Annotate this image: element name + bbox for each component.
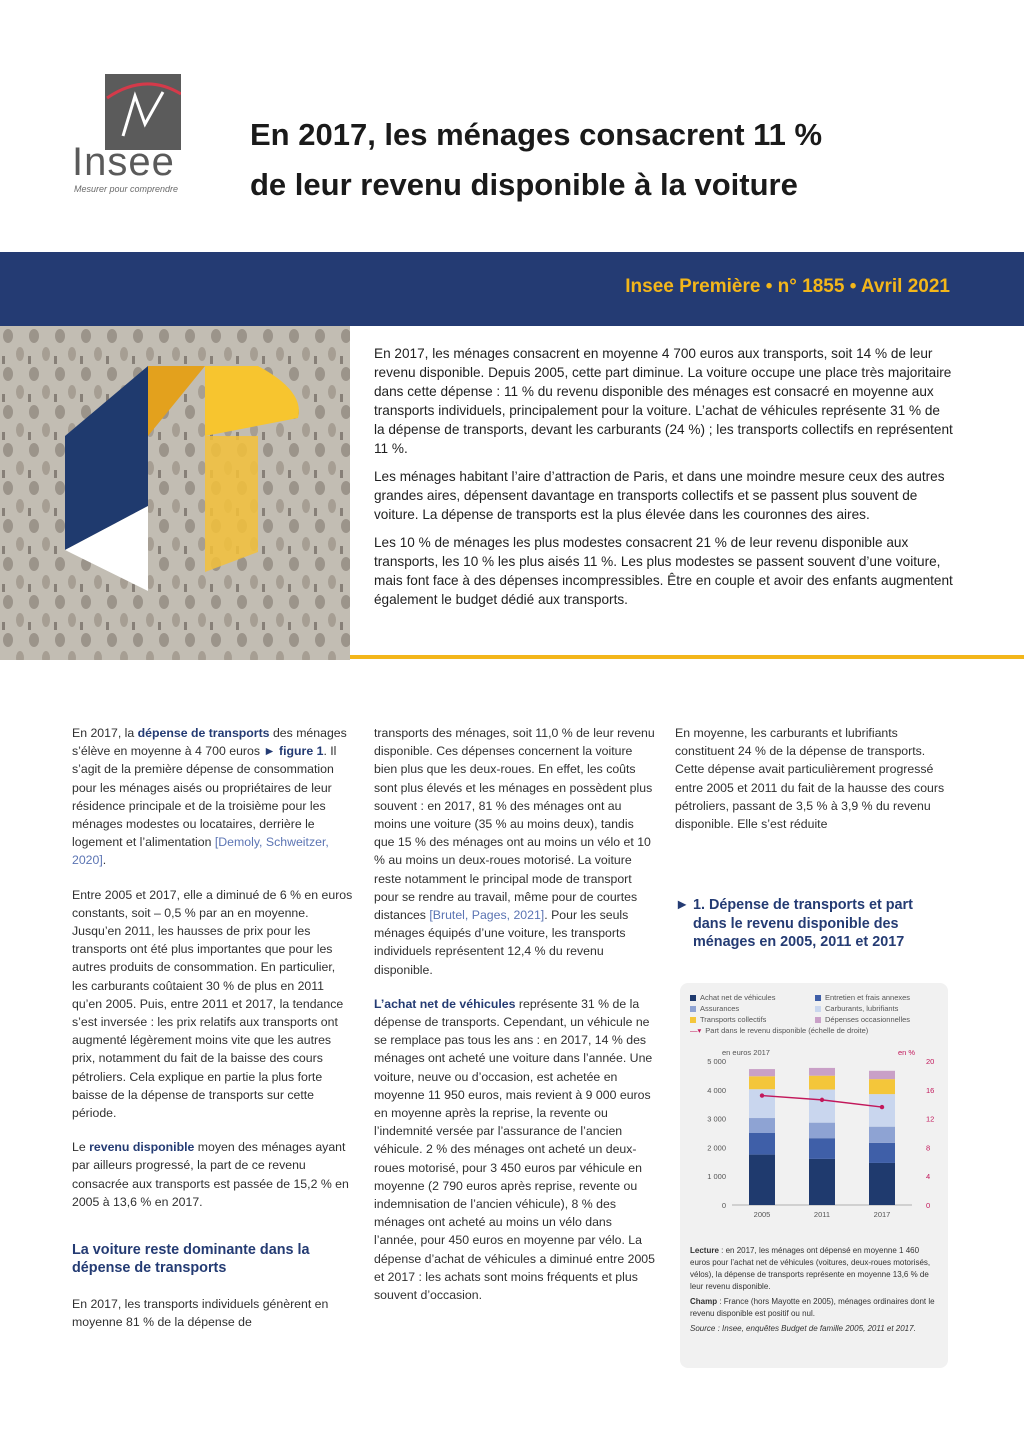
y2-tick-label: 12 xyxy=(926,1114,935,1124)
title-line-1: En 2017, les ménages consacrent 11 % xyxy=(250,117,823,152)
paragraph xyxy=(374,995,656,1304)
glossary-link-revenu-disponible[interactable]: revenu disponible xyxy=(89,1140,195,1155)
text: . xyxy=(102,853,107,868)
note-text: : France (hors Mayotte en 2005), ménages ordinaires dont le revenu disponible est positif ou nul. xyxy=(690,1297,935,1318)
bar-segment xyxy=(869,1071,895,1079)
text: moyen des ménages ayant par ailleurs progressé, la part de ce revenu consacrée aux transports est passée de 15,2 % en 2005 à 13,6 % en 2017. xyxy=(72,1140,349,1209)
paragraph xyxy=(72,724,354,870)
paragraph xyxy=(72,1138,354,1211)
note-label: Champ xyxy=(690,1297,718,1306)
legend-label: Transports collectifs xyxy=(700,1015,767,1024)
section-heading: La voiture reste dominante dans la dépense de transports xyxy=(72,1242,310,1277)
summary-paragraph: Les 10 % de ménages les plus modestes consacrent 21 % de leur revenu disponible aux transports, les 10 % les plus aisés 11 %. Les plus modestes se passent souvent d’une voiture, mais font face à des dépenses incompressibles. Être en couple et avoir des enfants augmentent également le budget dédié aux transports. xyxy=(374,535,953,607)
note-label: Lecture xyxy=(690,1246,719,1255)
y2-tick-label: 20 xyxy=(926,1057,935,1066)
legend-label: Part dans le revenu disponible (échelle de droite) xyxy=(705,1026,869,1035)
legend-label: Entretien et frais annexes xyxy=(825,993,911,1002)
note-lecture xyxy=(690,1245,940,1293)
note-champ xyxy=(690,1296,940,1320)
bar-segment xyxy=(809,1123,835,1139)
legend-label: Assurances xyxy=(700,1004,740,1013)
text: . Il s’agit de la première dépense de consommation pour les ménages aisés ou propriétaires de leur résidence principale et de la troisième pour les ménages modestes ou locataires, derrière le logement et l’alimentation xyxy=(72,744,337,850)
text: En 2017, la xyxy=(72,726,138,740)
legend-item xyxy=(815,1015,910,1024)
y-tick-label: 3 000 xyxy=(707,1114,726,1124)
legend-swatch xyxy=(815,1017,821,1023)
summary-divider xyxy=(350,655,1024,659)
publication-band xyxy=(0,252,1024,326)
y2-tick-label: 8 xyxy=(926,1143,931,1153)
figure-1 xyxy=(680,983,948,1368)
y2-tick-label: 0 xyxy=(926,1201,931,1210)
glossary-link-depense-transports[interactable]: dépense de transports xyxy=(137,726,270,740)
legend-label: Achat net de véhicules xyxy=(700,993,776,1002)
x-tick-label: 2017 xyxy=(873,1210,891,1219)
legend-item xyxy=(690,993,775,1002)
y2-tick-label: 4 xyxy=(926,1172,931,1182)
y-tick-label: 4 000 xyxy=(707,1085,726,1095)
y-tick-label: 0 xyxy=(721,1201,726,1210)
legend-item xyxy=(815,993,910,1002)
line-point xyxy=(820,1098,824,1102)
hero-illustration xyxy=(0,326,350,660)
paragraph: En 2017, les transports individuels génèrent en moyenne 81 % de la dépense de xyxy=(72,1297,329,1330)
reference-link-demoly[interactable]: [Demoly, Schweitzer, 2020] xyxy=(72,835,329,868)
logo-mark-icon xyxy=(105,74,181,150)
y-tick-label: 1 000 xyxy=(707,1172,726,1182)
text: transports des ménages, soit 11,0 % de leur revenu disponible. Ces dépenses concernent la voiture bien plus que les deux-roues. En effet, les coûts sont plus élevés et les ménages en possèdent plus souvent : en 2017, 81 % des ménages ont au moins une voiture (35 % au moins deux), tandis que 15 % des ménages ont au moins un vélo et 10 % au moins un deux-roues motorisé. La voiture reste notamment le principal mode de transport pour se rendre au travail, même pour de courtes distances xyxy=(374,726,655,923)
bar-segment xyxy=(809,1159,835,1205)
legend-item xyxy=(690,1015,766,1024)
y-tick-label: 2 000 xyxy=(707,1143,726,1153)
bar-segment xyxy=(749,1118,775,1133)
figure-marker-icon: ► xyxy=(675,897,690,913)
glossary-link-achat-net-vehicules[interactable]: L’achat net de véhicules xyxy=(374,996,516,1011)
bar-segment xyxy=(809,1138,835,1159)
text: représente 31 % de la dépense de transports. Cependant, un véhicule ne se remplace pas tous les ans : en 2017, 14 % des ménages ont acheté une voiture dans l’année. Une voiture, neuve ou d’occasion, est achetée en moyenne 11 950 euros, mais revient à 9 000 euros en moyenne après la reprise, la revente ou l’indemnité versée par l’assurance de l’ancien véhicule. 2 % des ménages ont acheté un deux-roues motorisé, pour 3 450 euros par véhicule en moyenne (2 790 euros après reprise, revente ou indemnisation de l’ancien véhicule), 8 % des ménages ont acheté au moins un vélo dans l’année, pour 450 euros en moyenne par vélo. La dépense d’achat de véhicules a diminué entre 2005 et 2017 : les achats sont moins fréquents et plus souvent d’occasion. xyxy=(374,996,655,1303)
page-title xyxy=(250,110,822,210)
note-source xyxy=(690,1323,940,1335)
text: Le xyxy=(72,1140,90,1155)
bar-segment xyxy=(749,1133,775,1155)
text-column-3 xyxy=(675,724,951,849)
bar-segment xyxy=(809,1076,835,1090)
bar-segment xyxy=(809,1068,835,1076)
bar-segment xyxy=(809,1090,835,1123)
line-point xyxy=(880,1105,884,1109)
insee-logo xyxy=(70,70,185,200)
y2-tick-label: 16 xyxy=(926,1085,935,1095)
figure-1-link[interactable]: ► figure 1 xyxy=(263,744,324,759)
note-label: Source xyxy=(690,1324,716,1333)
legend-item-line xyxy=(690,1026,868,1035)
line-point xyxy=(760,1093,764,1097)
text-column-1 xyxy=(72,724,354,1347)
logo-tagline: Mesurer pour comprendre xyxy=(74,184,179,194)
y-tick-label: 5 000 xyxy=(707,1057,726,1066)
legend-line-marker: —▾ xyxy=(690,1026,702,1035)
legend-swatch xyxy=(815,1006,821,1012)
legend-swatch xyxy=(690,1017,696,1023)
bar-segment xyxy=(749,1155,775,1205)
legend-label: Carburants, lubrifiants xyxy=(825,1004,899,1013)
y2-axis-label: en % xyxy=(898,1048,916,1057)
summary xyxy=(374,344,954,618)
legend-swatch xyxy=(690,1006,696,1012)
text: des ménages s’élève en moyenne à 4 700 euros xyxy=(72,726,347,759)
text-column-2 xyxy=(374,724,656,1320)
summary-paragraph: En 2017, les ménages consacrent en moyenne 4 700 euros aux transports, soit 14 % de leur revenu disponible. Depuis 2005, cette part diminue. La voiture occupe une place très majoritaire dans cette dépense : 11 % du revenu disponible des ménages est consacré en moyenne aux transports individuels, principalement pour la voiture. L’achat de véhicules représente 31 % de la dépense de transports, devant les carburants (24 %) ; les transports collectifs en représentent 11 %. xyxy=(374,346,953,456)
bar-segment xyxy=(869,1143,895,1163)
legend-item xyxy=(815,1004,898,1013)
logo-mark xyxy=(105,74,181,150)
note-text: : en 2017, les ménages ont dépensé en moyenne 1 460 euros pour l’achat net de véhicules (voitures, deux-roues motorisés, vélos), la dépense de transports représente en moyenne 13,6 % de leur revenu disponible. xyxy=(690,1246,931,1291)
logo-wordmark: Insee xyxy=(72,140,175,184)
paragraph xyxy=(374,724,656,979)
reference-link-brutel[interactable]: [Brutel, Pages, 2021] xyxy=(429,908,545,923)
y-axis-label: en euros 2017 xyxy=(722,1048,770,1057)
figure-title-text: 1. Dépense de transports et part dans le revenu disponible des ménages en 2005, 2011 et 2017 xyxy=(693,897,913,950)
figure-note xyxy=(690,1245,940,1338)
bar-segment xyxy=(869,1163,895,1205)
chart-plot xyxy=(680,1039,948,1239)
paragraph: Entre 2005 et 2017, elle a diminué de 6 % en euros constants, soit – 0,5 % par an en moyenne. Jusqu’en 2011, les hausses de prix pour les transports ont été plus importantes que pour les autres produits de consommation. En particulier, les carburants coûtaient 30 % de plus en 2011 qu’en 2005. Puis, entre 2011 et 2017, la tendance s’est inversée : les prix relatifs aux transports ont augmenté légèrement moins vite que les autres prix, notamment du fait de la baisse des cours pétroliers. Cela explique en partie la plus forte baisse de la dépense de transports sur cette période. xyxy=(72,887,353,1121)
paragraph: En moyenne, les carburants et lubrifiants constituent 24 % de la dépense de transports. Cette dépense avait particulièrement progressé entre 2005 et 2011 du fait de la hausse des cours pétroliers, passant de 3,5 % à 3,9 % du revenu disponible. Elle s’est réduite xyxy=(675,726,945,832)
figure-title xyxy=(675,896,950,952)
x-tick-label: 2005 xyxy=(753,1210,771,1219)
legend-swatch xyxy=(815,995,821,1001)
legend-swatch xyxy=(690,995,696,1001)
note-text: : Insee, enquêtes Budget de famille 2005, 2011 et 2017. xyxy=(715,1324,916,1333)
legend-item xyxy=(690,1004,739,1013)
hero-image xyxy=(0,326,350,660)
bar-segment xyxy=(749,1069,775,1076)
bar-segment xyxy=(869,1127,895,1143)
title-line-2: de leur revenu disponible à la voiture xyxy=(250,167,798,202)
text: . Pour les seuls ménages équipés d’une voiture, les transports individuels représentent 12,4 % du revenu disponible. xyxy=(374,908,629,977)
legend-label: Dépenses occasionnelles xyxy=(825,1015,911,1024)
x-tick-label: 2011 xyxy=(813,1210,831,1219)
bar-segment xyxy=(869,1079,895,1094)
bar-segment xyxy=(869,1094,895,1127)
bar-segment xyxy=(749,1076,775,1089)
summary-paragraph: Les ménages habitant l’aire d’attraction de Paris, et dans une moindre mesure ceux des autres grandes aires, dépensent davantage en transports collectifs et se passent plus souvent de voiture. La dépense de transports est la plus élevée dans les couronnes des aires. xyxy=(374,469,945,522)
publication-reference: Insee Première • n° 1855 • Avril 2021 xyxy=(625,276,950,297)
